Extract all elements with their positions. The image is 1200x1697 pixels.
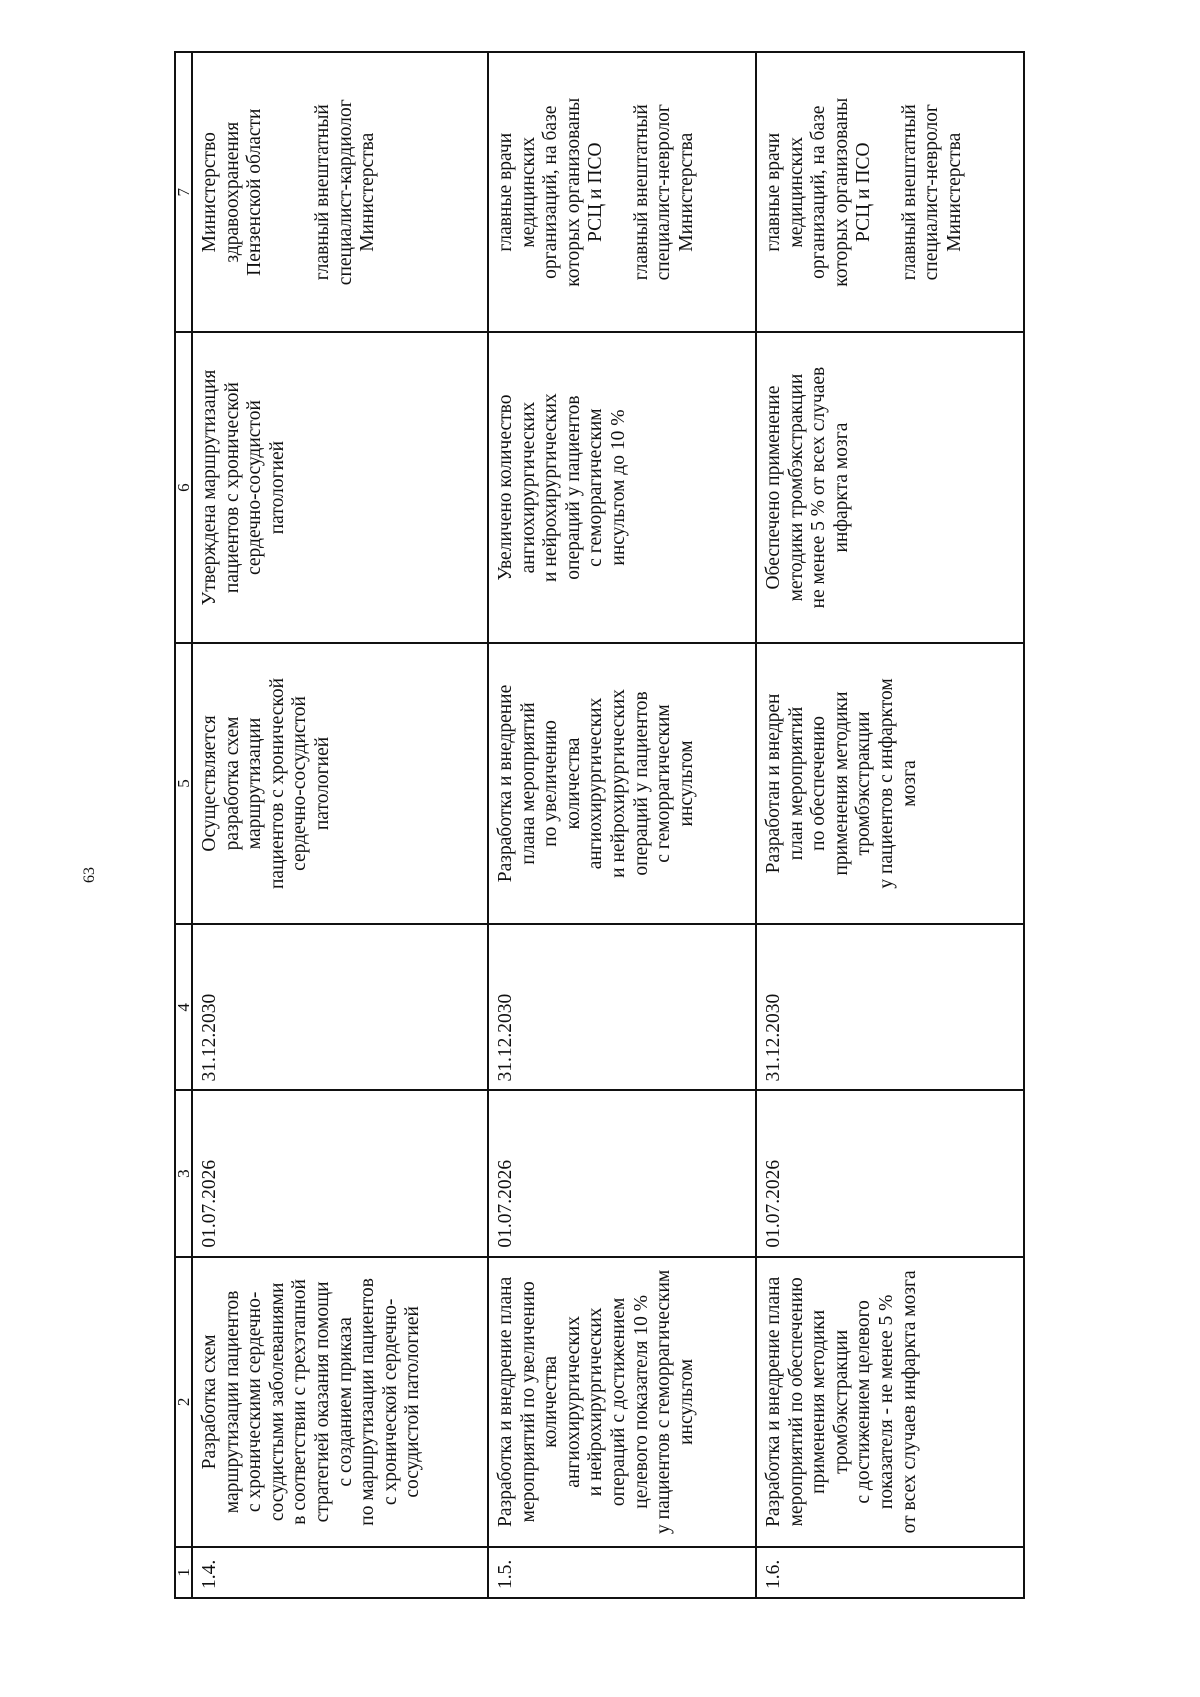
column-number: 2 (175, 1257, 192, 1547)
column-number: 7 (175, 52, 192, 332)
row-number: 1.5. (488, 1547, 756, 1598)
measure-characteristic: Разработан и внедрен план мероприятий по обеспечению применения методики тромбэкстракции у пациентов с инфарктом мозга (756, 643, 1024, 924)
end-date: 31.12.2030 (192, 924, 488, 1090)
measure-characteristic: Осуществляется разработка схем маршрутизации пациентов с хронической сердечно-сосудистой патологией (192, 643, 488, 924)
table-row (192, 52, 488, 1598)
column-number: 6 (175, 332, 192, 642)
page-number: 63 (81, 867, 98, 883)
responsible-executor: главные врачи медицинских организаций, на базе которых организованы РСЦ и ПСО главный внештатный специалист-невролог Министерства (756, 52, 1024, 332)
measure-characteristic: Разработка и внедрение плана мероприятий по увеличению количества ангиохирургических и нейрохирургических операций у пациентов с геморрагическим инсультом (488, 643, 756, 924)
table-row (756, 52, 1024, 1598)
measure-name: Разработка и внедрение плана мероприятий по увеличению количества ангиохирургических и нейрохирургических операций с достижением целевого показателя 10 % у пациентов с геморрагическим инсультом (488, 1257, 756, 1547)
column-number-row (175, 52, 192, 1598)
rotated-table-container (174, 51, 1025, 1599)
table-row (488, 52, 756, 1598)
measure-name: Разработка схем маршрутизации пациентов с хроническими сердечно- сосудистыми заболеваниями в соответствии с трехэтапной стратегией оказания помощи с созданием приказа по маршрутизации пациентов с хронической сердечно- сосудистой патологией (192, 1257, 488, 1547)
column-number: 3 (175, 1090, 192, 1256)
action-plan-table (174, 51, 1025, 1599)
start-date: 01.07.2026 (192, 1090, 488, 1256)
expected-result: Утверждена маршрутизация пациентов с хронической сердечно-сосудистой патологией (192, 332, 488, 642)
expected-result: Обеспечено применение методики тромбэкстракции не менее 5 % от всех случаев инфаркта мозга (756, 332, 1024, 642)
expected-result: Увеличено количество ангиохирургических и нейрохирургических операций у пациентов с геморрагическим инсультом до 10 % (488, 332, 756, 642)
responsible-executor: главные врачи медицинских организаций, на базе которых организованы РСЦ и ПСО главный внештатный специалист-невролог Министерства (488, 52, 756, 332)
column-number: 4 (175, 924, 192, 1090)
end-date: 31.12.2030 (488, 924, 756, 1090)
start-date: 01.07.2026 (756, 1090, 1024, 1256)
start-date: 01.07.2026 (488, 1090, 756, 1256)
column-number: 1 (175, 1547, 192, 1598)
column-number: 5 (175, 643, 192, 924)
end-date: 31.12.2030 (756, 924, 1024, 1090)
measure-name: Разработка и внедрение плана мероприятий по обеспечению применения методики тромбэкстракции с достижением целевого показателя - не менее 5 % от всех случаев инфаркта мозга (756, 1257, 1024, 1547)
row-number: 1.6. (756, 1547, 1024, 1598)
row-number: 1.4. (192, 1547, 488, 1598)
responsible-executor: Министерство здравоохранения Пензенской области главный внештатный специалист-кардиолог Министерства (192, 52, 488, 332)
